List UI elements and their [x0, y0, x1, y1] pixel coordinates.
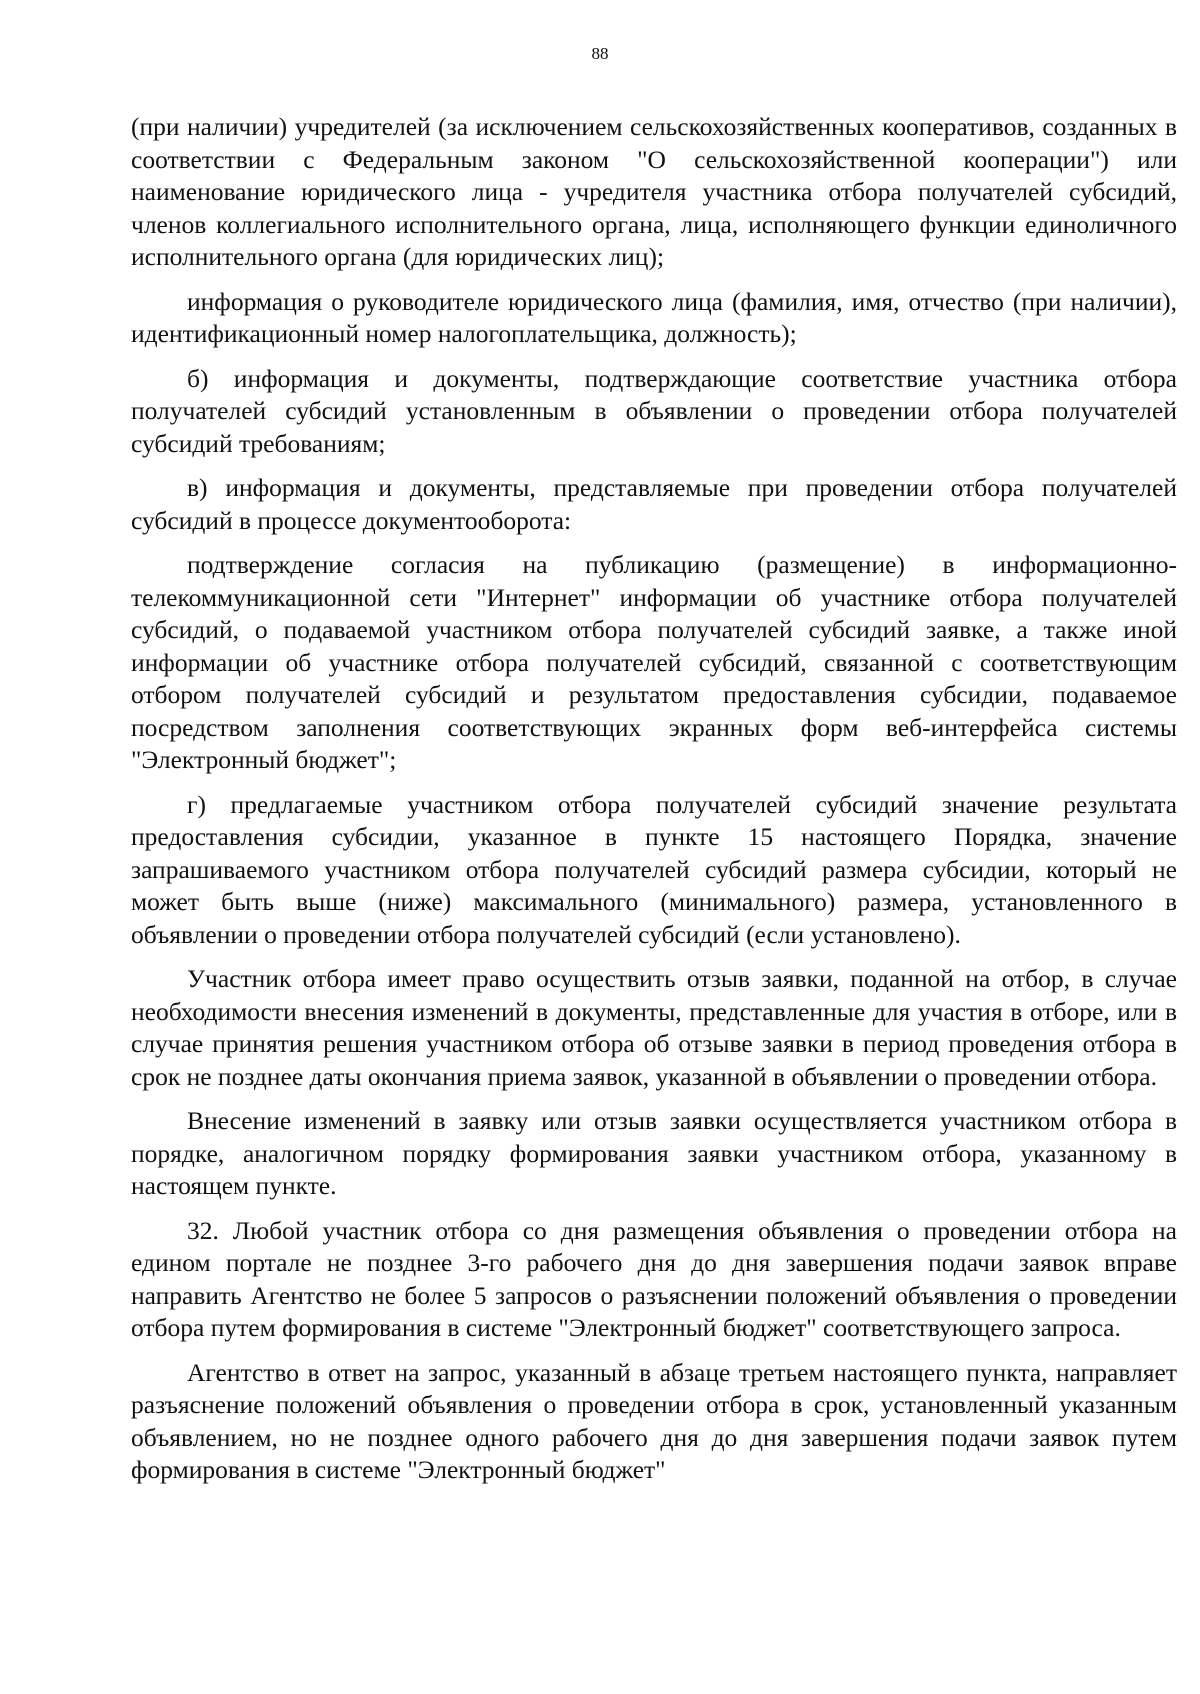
- page-number: 88: [591, 44, 609, 63]
- paragraph-publication-consent: подтверждение согласия на публикацию (размещение) в информационно-телекоммуникационной сети "Интернет" информации об участнике отбора получателей субсидий, о подаваемой участником отбора получателей субсидий заявке, а также иной информации об участнике отбора получателей субсидий, связанной с соответствующим отбором получателей субсидий и результатом предоставления субсидии, подаваемое посредством заполнения соответствующих экранных форм веб-интерфейса системы "Электронный бюджет";: [131, 550, 1177, 774]
- paragraph-founders-continued: (при наличии) учредителей (за исключением сельскохозяйственных кооперативов, созданных в соответствии с Федеральным законом "О сельскохозяйственной кооперации") или наименование юридического лица - учредителя участника отбора получателей субсидий, членов коллегиального исполнительного органа, лица, исполняющего функции единоличного исполнительного органа (для юридических лиц);: [131, 112, 1177, 271]
- paragraph-application-changes: Внесение изменений в заявку или отзыв заявки осуществляется участником отбора в порядке, аналогичном порядку формирования заявки участником отбора, указанному в настоящем пункте.: [131, 1106, 1177, 1200]
- paragraph-item-g: г) предлагаемые участником отбора получателей субсидий значение результата предоставления субсидии, указанное в пункте 15 настоящего Порядка, значение запрашиваемого участником отбора получателей субсидий размера субсидии, который не может быть выше (ниже) максимального (минимального) размера, установленного в объявлении о проведении отбора получателей субсидий (если установлено).: [131, 789, 1177, 949]
- paragraph-item-b: б) информация и документы, подтверждающие соответствие участника отбора получателей субсидий установленным в объявлении о проведении отбора получателей субсидий требованиям;: [131, 363, 1177, 458]
- paragraph-item-v: в) информация и документы, представляемые при проведении отбора получателей субсидий в процессе документооборота:: [131, 473, 1177, 535]
- document-body: [131, 111, 1177, 1487]
- paragraph-manager-info: информация о руководителе юридического лица (фамилия, имя, отчество (при наличии), идентификационный номер налогоплательщика, должность);: [131, 286, 1177, 348]
- paragraph-item-32: 32. Любой участник отбора со дня размещения объявления о проведении отбора на едином портале не позднее 3-го рабочего дня до дня завершения подачи заявок вправе направить Агентство не более 5 запросов о разъяснении положений объявления о проведении отбора путем формирования в системе "Электронный бюджет" соответствующего запроса.: [131, 1215, 1177, 1342]
- paragraph-agency-response: Агентство в ответ на запрос, указанный в абзаце третьем настоящего пункта, направляет разъяснение положений объявления о проведении отбора в срок, установленный указанным объявлением, но не позднее одного рабочего дня до дня завершения подачи заявок путем формирования в системе "Электронный бюджет": [131, 1357, 1177, 1484]
- paragraph-application-withdrawal: Участник отбора имеет право осуществить отзыв заявки, поданной на отбор, в случае необходимости внесения изменений в документы, представленные для участия в отборе, или в случае принятия решения участником отбора об отзыве заявки в период проведения отбора в срок не позднее даты окончания приема заявок, указанной в объявлении о проведении отбора.: [131, 964, 1177, 1091]
